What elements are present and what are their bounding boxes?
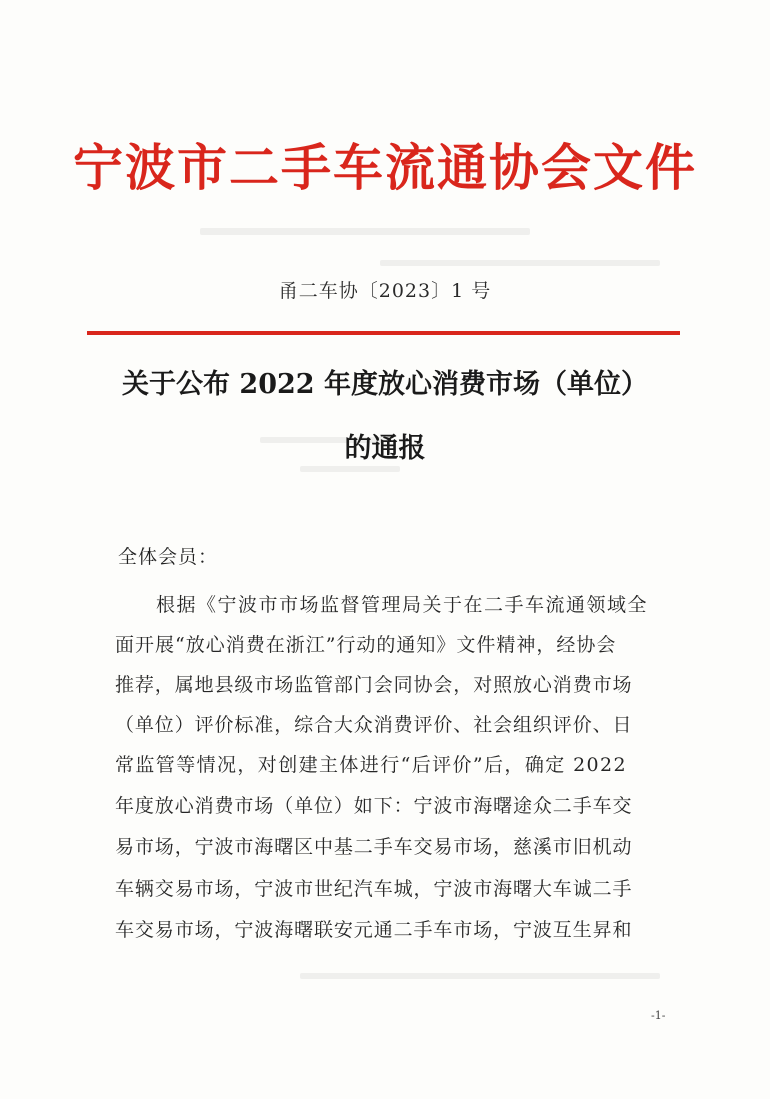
notice-title-line-1: 关于公布 2022 年度放心消费市场（单位） [122, 369, 648, 400]
bleed-through-mark [380, 260, 660, 266]
body-line: 车辆交易市场，宁波市世纪汽车城，宁波市海曙大车诚二手 [115, 878, 633, 900]
org-document-title: 宁波市二手车流通协会文件 [73, 138, 697, 197]
body-line: 车交易市场，宁波海曙联安元通二手车市场，宁波互生昇和 [115, 919, 633, 941]
body-line: 面开展“放心消费在浙江”行动的通知》文件精神，经协会 [115, 634, 617, 656]
body-line: 年度放心消费市场（单位）如下：宁波市海曙途众二手车交 [115, 795, 633, 817]
body-line: 常监管等情况，对创建主体进行“后评价”后，确定 2022 [115, 754, 628, 776]
bleed-through-mark [300, 466, 400, 472]
body-line: 易市场，宁波市海曙区中基二手车交易市场，慈溪市旧机动 [115, 836, 633, 858]
document-number: 甬二车协〔2023〕1 号 [278, 280, 492, 302]
bleed-through-mark [200, 228, 530, 235]
body-line: 推荐，属地县级市场监管部门会同协会，对照放心消费市场 [115, 674, 633, 696]
body-line: 根据《宁波市市场监督管理局关于在二手车流通领域全 [156, 594, 649, 616]
salutation: 全体会员： [118, 546, 219, 568]
body-line: （单位）评价标准，综合大众消费评价、社会组织评价、日 [115, 714, 633, 736]
page-number: -1- [651, 1009, 666, 1022]
red-divider-line [87, 331, 680, 335]
notice-title-line-2: 的通报 [344, 433, 426, 464]
bleed-through-mark [300, 973, 660, 979]
